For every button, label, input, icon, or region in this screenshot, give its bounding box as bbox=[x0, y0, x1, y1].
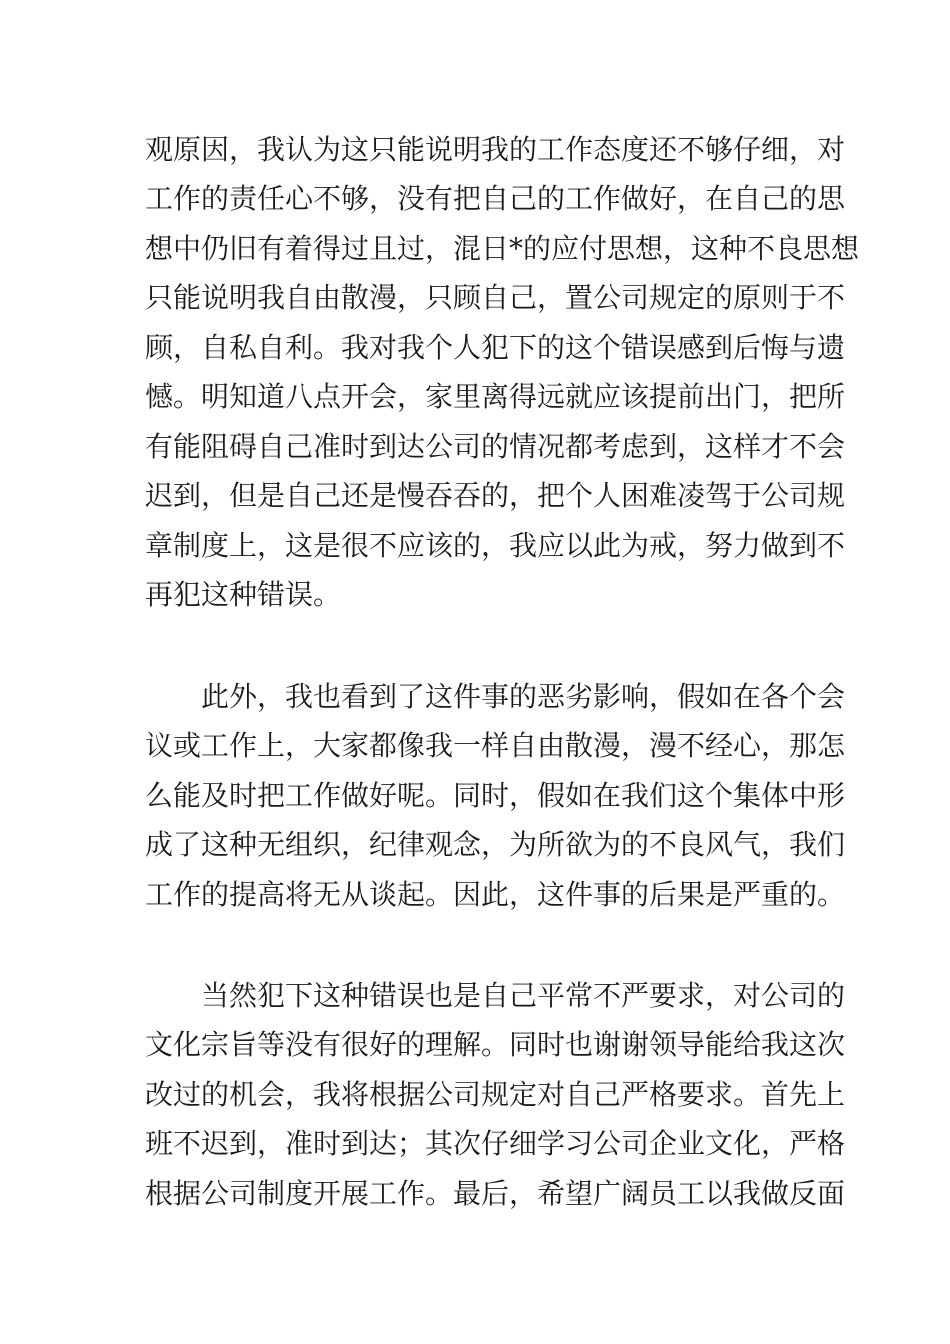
paragraph-3-line-1: 当然犯下这种错误也是自己平常不严要求，对公司的 bbox=[201, 979, 846, 1012]
paragraph-1-line-8: 迟到，但是自己还是慢吞吞的，把个人困难凌驾于公司规 bbox=[145, 479, 846, 512]
paragraph-3-line-4: 班不迟到，准时到达；其次仔细学习公司企业文化，严格 bbox=[145, 1127, 846, 1160]
paragraph-2-line-5: 工作的提高将无从谈起。因此，这件事的后果是严重的。 bbox=[145, 878, 846, 911]
paragraph-1-line-2: 工作的责任心不够，没有把自己的工作做好，在自己的思 bbox=[145, 182, 846, 215]
paragraph-2-line-4: 成了这种无组织，纪律观念，为所欲为的不良风气，我们 bbox=[145, 828, 846, 861]
paragraph-1-line-3: 想中仍旧有着得过且过，混日*的应付思想，这种不良思想 bbox=[145, 232, 860, 265]
paragraph-1-line-5: 顾，自私自利。我对我个人犯下的这个错误感到后悔与遗 bbox=[145, 331, 846, 364]
paragraph-1-line-4: 只能说明我自由散漫，只顾自己，置公司规定的原则于不 bbox=[145, 281, 846, 314]
paragraph-3-line-2: 文化宗旨等没有很好的理解。同时也谢谢领导能给我这次 bbox=[145, 1028, 846, 1061]
paragraph-2-line-3: 么能及时把工作做好呢。同时，假如在我们这个集体中形 bbox=[145, 779, 846, 812]
paragraph-2-line-2: 议或工作上，大家都像我一样自由散漫，漫不经心，那怎 bbox=[145, 729, 846, 762]
paragraph-1-line-7: 有能阻碍自己准时到达公司的情况都考虑到，这样才不会 bbox=[145, 430, 846, 463]
paragraph-3-line-5: 根据公司制度开展工作。最后，希望广阔员工以我做反面 bbox=[145, 1177, 846, 1210]
paragraph-3-line-3: 改过的机会，我将根据公司规定对自己严格要求。首先上 bbox=[145, 1078, 846, 1111]
paragraph-1-line-10: 再犯这种错误。 bbox=[145, 578, 342, 611]
paragraph-1-line-6: 憾。明知道八点开会，家里离得远就应该提前出门，把所 bbox=[145, 380, 846, 413]
paragraph-1-line-9: 章制度上，这是很不应该的，我应以此为戒，努力做到不 bbox=[145, 529, 846, 562]
paragraph-1-line-1: 观原因，我认为这只能说明我的工作态度还不够仔细，对 bbox=[145, 133, 846, 166]
paragraph-2-line-1: 此外，我也看到了这件事的恶劣影响，假如在各个会 bbox=[201, 680, 846, 713]
